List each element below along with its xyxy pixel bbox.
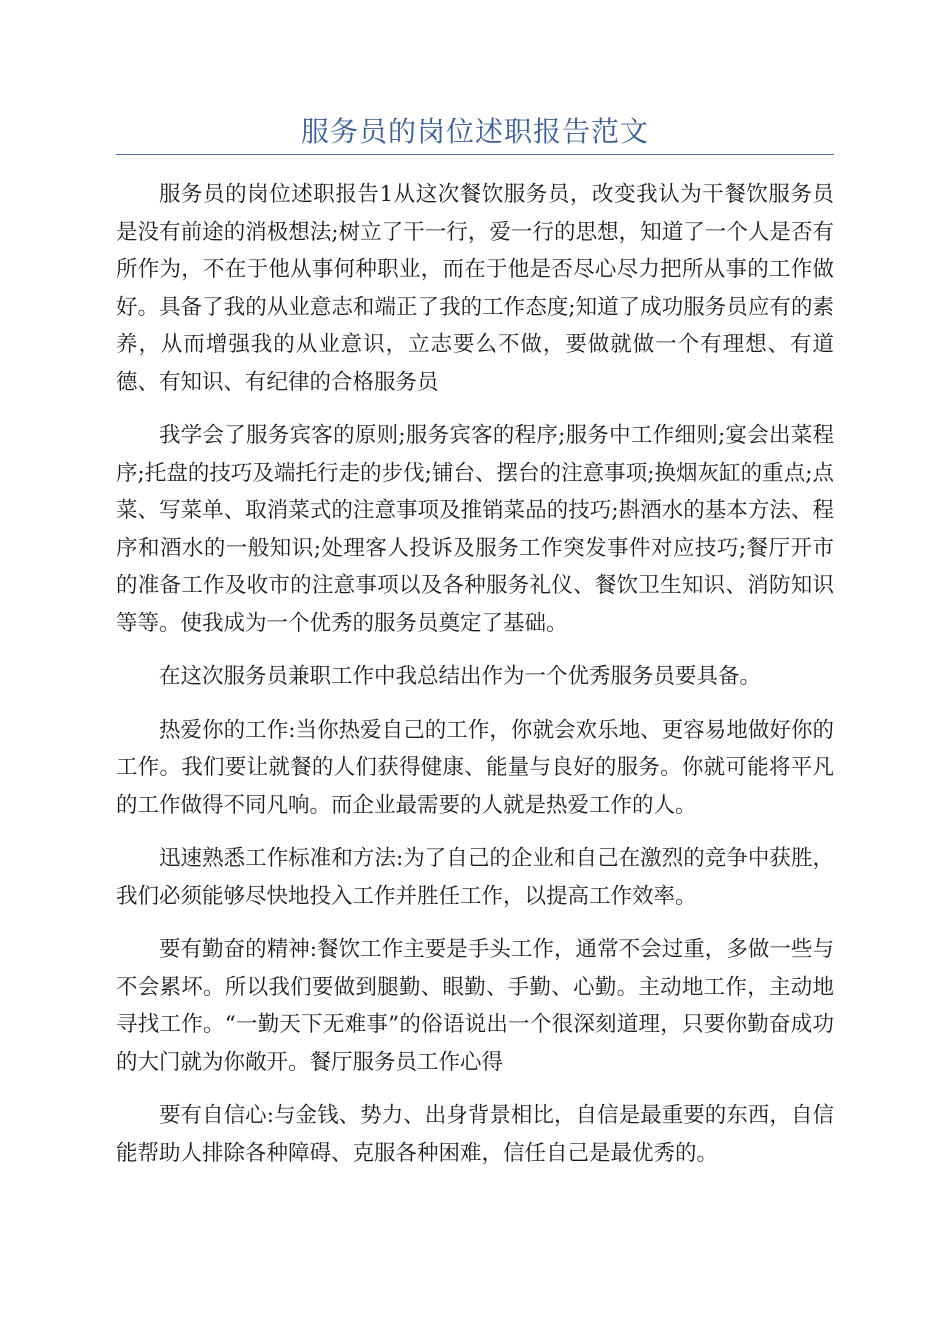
paragraph-5: 迅速熟悉工作标准和方法:为了自己的企业和自己在激烈的竞争中获胜，我们必须能够尽快地投入工作并胜任工作，以提高工作效率。 [116,846,834,909]
paragraph-1: 服务员的岗位述职报告1从这次餐饮服务员，改变我认为干餐饮服务员是没有前途的消极想法;树立了干一行，爱一行的思想，知道了一个人是否有所作为，不在于他从事何种职业，而在于他是否尽心尽力把所从事的工作做好。具备了我的从业意志和端正了我的工作态度;知道了成功服务员应有的素养，从而增强我的从业意识，立志要么不做，要做就做一个有理想、有道德、有知识、有纪律的合格服务员 [116,182,834,395]
paragraph-2: 我学会了服务宾客的原则;服务宾客的程序;服务中工作细则;宴会出菜程序;托盘的技巧及端托行走的步伐;铺台、摆台的注意事项;换烟灰缸的重点;点菜、写菜单、取消菜式的注意事项及推销菜品的技巧;斟酒水的基本方法、程序和酒水的一般知识;处理客人投诉及服务工作突发事件对应技巧;餐厅开市的准备工作及收市的注意事项以及各种服务礼仪、餐饮卫生知识、消防知识等等。使我成为一个优秀的服务员奠定了基础。 [116,423,834,636]
paragraph-4: 热爱你的工作:当你热爱自己的工作，你就会欢乐地、更容易地做好你的工作。我们要让就餐的人们获得健康、能量与良好的服务。你就可能将平凡的工作做得不同凡响。而企业最需要的人就是热爱工作的人。 [116,717,834,818]
paragraph-3: 在这次服务员兼职工作中我总结出作为一个优秀服务员要具备。 [159,664,762,689]
title-underline [116,154,834,155]
document-body [116,176,834,1188]
document-title: 服务员的岗位述职报告范文 [300,115,649,148]
paragraph-7: 要有自信心:与金钱、势力、出身背景相比，自信是最重要的东西，自信能帮助人排除各种障碍、克服各种困难，信任自己是最优秀的。 [116,1103,834,1166]
paragraph-6: 要有勤奋的精神:餐饮工作主要是手头工作，通常不会过重，多做一些与不会累坏。所以我们要做到腿勤、眼勤、手勤、心勤。主动地工作，主动地寻找工作。“一勤天下无难事”的俗语说出一个很深刻道理，只要你勤奋成功的大门就为你敞开。餐厅服务员工作心得 [116,937,834,1075]
